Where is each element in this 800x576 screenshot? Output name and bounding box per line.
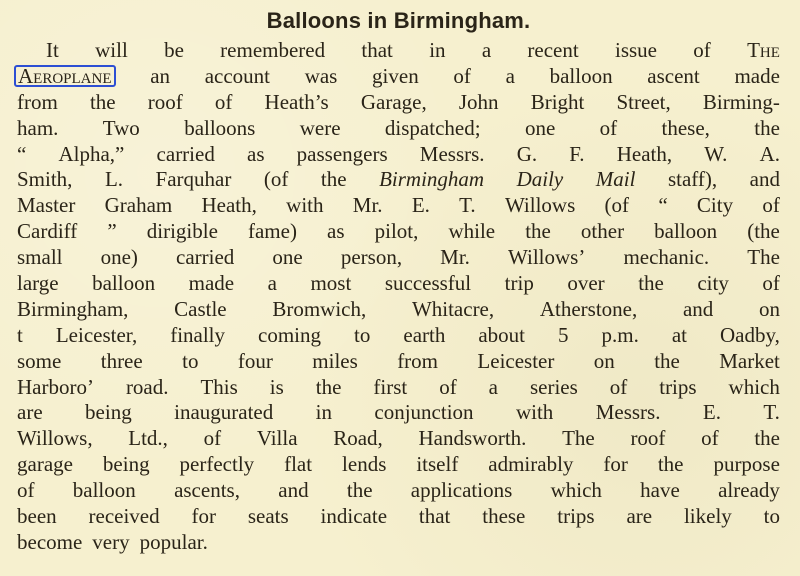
text-word: The	[747, 245, 780, 270]
text-word: Road,	[333, 426, 383, 451]
text-word: already	[718, 478, 780, 503]
text-word: ham.	[17, 115, 59, 140]
text-word: in	[429, 38, 446, 62]
text-word: Leicester	[477, 348, 555, 373]
text-word: Mail	[595, 167, 636, 192]
text-word: the	[525, 219, 551, 244]
text-word: Street,	[616, 89, 671, 114]
text-line	[17, 193, 780, 219]
text-word: purpose	[713, 452, 780, 477]
text-word: “	[17, 141, 27, 166]
text-line	[17, 245, 780, 271]
text-word: (of	[263, 167, 289, 192]
text-word: perfectly	[179, 452, 255, 477]
text-word: of	[453, 63, 471, 88]
text-word: City	[696, 193, 734, 218]
text-word: T.	[763, 400, 780, 425]
text-word: garage	[17, 452, 73, 477]
text-word: This	[200, 374, 238, 399]
text-word: trips	[659, 374, 697, 399]
text-word: and	[278, 478, 309, 503]
text-word: to	[354, 322, 371, 347]
text-word: likely	[683, 504, 732, 529]
text-word: John	[458, 89, 499, 114]
text-line	[17, 297, 780, 323]
text-word: Atherstone,	[539, 296, 638, 321]
text-word: carried	[156, 141, 215, 166]
text-word: (the	[747, 219, 780, 244]
text-word: was	[304, 63, 338, 88]
text-word: balloon	[92, 271, 156, 296]
text-word: Market	[719, 348, 780, 373]
text-word: Leicester,	[55, 322, 138, 347]
text-word: Handsworth.	[418, 426, 527, 451]
text-word: miles	[312, 348, 358, 373]
text-word: to	[182, 348, 199, 373]
text-word: from	[397, 348, 439, 373]
text-word: coming	[258, 322, 322, 347]
text-word: of	[439, 374, 457, 399]
text-word: Harboro’	[17, 374, 94, 399]
text-word: one)	[100, 245, 138, 270]
text-word: being	[102, 452, 150, 477]
text-word: from	[17, 89, 58, 114]
text-word: Bright	[530, 89, 585, 114]
text-word: W.	[704, 141, 728, 166]
article-body	[17, 38, 780, 556]
text-word: staff),	[667, 167, 718, 192]
text-line	[17, 349, 780, 375]
text-word: seats	[247, 504, 289, 529]
text-word: Messrs.	[595, 400, 661, 425]
text-line	[17, 375, 780, 401]
text-line	[17, 219, 780, 245]
text-word: a	[267, 271, 277, 296]
text-word: of	[762, 271, 780, 296]
text-line	[17, 323, 780, 349]
article-title: Balloons in Birmingham.	[266, 8, 531, 33]
text-word: trips	[557, 504, 595, 529]
text-word: Heath,	[201, 193, 257, 218]
text-word: Oadby,	[720, 322, 780, 347]
text-word: (of	[604, 193, 630, 218]
text-word: finally	[170, 322, 226, 347]
text-word: Villa	[256, 426, 298, 451]
text-word: road.	[125, 374, 169, 399]
text-word: as	[247, 141, 265, 166]
text-word: popular.	[139, 529, 208, 554]
text-line	[17, 504, 780, 530]
text-word: Garage,	[360, 89, 427, 114]
text-line	[17, 400, 780, 426]
text-word: as	[327, 219, 345, 244]
text-word: the	[638, 271, 664, 296]
text-word: Heath’s	[264, 89, 329, 114]
text-word: for	[603, 452, 628, 477]
text-word: of	[701, 426, 719, 451]
text-word: over	[567, 271, 605, 296]
text-word: three	[100, 348, 143, 373]
text-word: Cardiff	[17, 219, 78, 244]
text-word: lends	[342, 452, 387, 477]
text-word: which	[550, 478, 602, 503]
text-word: It	[46, 38, 59, 62]
text-word: of	[599, 115, 618, 140]
text-word: L.	[104, 167, 124, 192]
text-word: Smith,	[17, 167, 73, 192]
text-word: A.	[759, 141, 780, 166]
text-word: of	[214, 89, 233, 114]
text-word: “	[658, 193, 668, 218]
text-word: Heath,	[616, 141, 673, 166]
text-word: first	[373, 374, 408, 399]
text-word: Birming-	[702, 89, 780, 114]
text-word: have	[640, 478, 680, 503]
text-word: which	[728, 374, 780, 399]
text-word: successful	[384, 271, 472, 296]
text-word: issue	[615, 38, 657, 62]
text-word: dirigible	[146, 219, 218, 244]
text-word: Birmingham,	[17, 296, 129, 321]
text-word: roof	[147, 89, 183, 114]
text-word: dispatched;	[384, 115, 481, 140]
text-word: T.	[459, 193, 476, 218]
text-word: indicate	[320, 504, 388, 529]
text-word: account	[204, 63, 270, 88]
text-word: fame)	[247, 219, 297, 244]
text-word: Birmingham	[379, 167, 485, 192]
text-word: most	[310, 271, 352, 296]
text-line	[17, 64, 780, 90]
text-word: Willows	[504, 193, 576, 218]
text-word: will	[95, 38, 128, 62]
text-word: p.m.	[601, 322, 639, 347]
text-word: and	[682, 296, 714, 321]
text-line	[17, 90, 780, 116]
text-word: other	[580, 219, 625, 244]
text-word: made	[188, 271, 235, 296]
text-word: carried	[176, 245, 235, 270]
text-word: 5	[558, 322, 569, 347]
text-word: Two	[102, 115, 140, 140]
text-line	[17, 426, 780, 452]
text-line	[17, 271, 780, 297]
text-word: flat	[284, 452, 313, 477]
text-word: given	[372, 63, 419, 88]
text-word: being	[85, 400, 132, 425]
text-line	[17, 478, 780, 504]
text-word: person,	[340, 245, 403, 270]
text-word: the	[320, 167, 347, 192]
text-word: recent	[527, 38, 579, 62]
text-word: on	[758, 296, 780, 321]
text-word: the	[89, 89, 116, 114]
text-word: The	[747, 38, 780, 62]
text-line	[17, 530, 780, 556]
text-word: Graham	[104, 193, 173, 218]
text-word: large	[17, 271, 59, 296]
text-word: Ltd.,	[128, 426, 168, 451]
text-word: trip	[504, 271, 534, 296]
text-word: Farquhar	[155, 167, 232, 192]
text-word: are	[626, 504, 653, 529]
text-word: be	[164, 38, 184, 62]
text-word: in	[315, 400, 332, 425]
text-word: admirably	[488, 452, 574, 477]
text-word: Castle	[174, 296, 227, 321]
text-word: a	[481, 38, 492, 62]
text-word: a	[488, 374, 498, 399]
text-word: passengers	[296, 141, 388, 166]
text-word: remembered	[220, 38, 326, 62]
text-word: of	[609, 374, 628, 399]
text-line	[17, 38, 780, 64]
text-word: Daily	[516, 167, 564, 192]
text-word: one	[272, 245, 303, 270]
text-word: that	[418, 504, 451, 529]
text-word: were	[299, 115, 341, 140]
text-word: become	[17, 529, 83, 554]
text-word: an	[150, 63, 171, 88]
text-line	[17, 167, 780, 193]
text-word: Bromwich,	[272, 296, 367, 321]
text-word: these,	[661, 115, 710, 140]
text-word: with	[515, 400, 554, 425]
text-word: the	[657, 452, 684, 477]
text-word: are	[17, 400, 43, 425]
text-word: the	[315, 374, 342, 399]
text-word: E.	[702, 400, 721, 425]
text-word: is	[269, 374, 284, 399]
highlighted-word[interactable]: Aeroplane	[14, 65, 116, 87]
text-word: the	[754, 115, 780, 140]
text-word: t	[17, 322, 23, 347]
text-word: the	[754, 426, 780, 451]
text-word: balloon	[549, 63, 613, 88]
text-word: Whitacre,	[411, 296, 495, 321]
text-word: inaugurated	[174, 400, 274, 425]
text-word: itself	[416, 452, 459, 477]
text-word: city	[697, 271, 729, 296]
text-word: Willows,	[17, 426, 93, 451]
text-word: Master	[17, 193, 76, 218]
text-word: very	[92, 529, 130, 554]
text-word: mechanic.	[623, 245, 710, 270]
text-word: earth	[403, 322, 446, 347]
text-word: G.	[516, 141, 538, 166]
text-word: been	[17, 504, 57, 529]
text-word: applications	[410, 478, 513, 503]
text-line	[17, 142, 780, 168]
text-word: E.	[411, 193, 430, 218]
text-word: four	[237, 348, 273, 373]
text-word: the	[654, 348, 680, 373]
text-word: small	[17, 245, 63, 270]
text-line	[17, 452, 780, 478]
text-word: ascents,	[174, 478, 240, 503]
text-word: Alpha,”	[58, 141, 125, 166]
text-word: Mr.	[352, 193, 383, 218]
text-word: ”	[107, 219, 117, 244]
text-word: one	[524, 115, 556, 140]
text-word: of	[693, 38, 711, 62]
text-word: The	[562, 426, 595, 451]
text-word: series	[529, 374, 578, 399]
text-word: roof	[630, 426, 666, 451]
text-word: received	[88, 504, 160, 529]
text-word: some	[17, 348, 62, 373]
text-word: ascent	[647, 63, 700, 88]
text-word: of	[17, 478, 35, 503]
text-line	[17, 116, 780, 142]
text-word: Willows’	[508, 245, 586, 270]
text-word: balloons	[184, 115, 256, 140]
text-word: at	[671, 322, 688, 347]
text-word: balloon	[72, 478, 136, 503]
text-word: with	[286, 193, 324, 218]
text-word: that	[361, 38, 393, 62]
text-word: these	[482, 504, 526, 529]
text-word: the	[346, 478, 373, 503]
text-word: Mr.	[440, 245, 470, 270]
text-word: pilot,	[374, 219, 419, 244]
text-word: and	[749, 167, 780, 192]
text-word: while	[448, 219, 496, 244]
text-word: on	[593, 348, 615, 373]
text-word: about	[478, 322, 526, 347]
text-word: a	[505, 63, 515, 88]
text-word: for	[191, 504, 216, 529]
text-word: of	[762, 193, 780, 218]
text-word: Messrs.	[419, 141, 485, 166]
text-word: conjunction	[374, 400, 474, 425]
text-word: of	[203, 426, 222, 451]
text-word: balloon	[654, 219, 718, 244]
text-word: to	[763, 504, 780, 529]
text-word: made	[734, 63, 780, 88]
text-word: F.	[569, 141, 585, 166]
